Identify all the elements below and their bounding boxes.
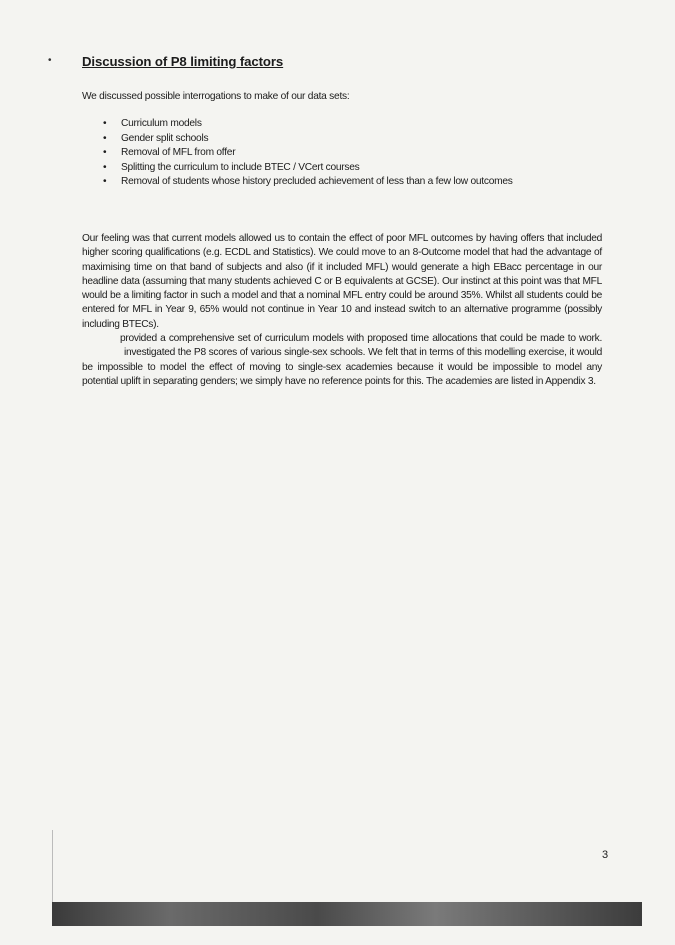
- margin-mark: •: [48, 55, 52, 66]
- list-item: • Curriculum models: [103, 117, 603, 132]
- paragraph-2-part-2: investigated the P8 scores of various single-sex schools. We felt that in terms of this modelling exercise, it would be impossible to model the effect of moving to single-sex academies because it would be impossible to model any potential uplift in separating genders; we simply have no reference points for this. The academies are listed in Appendix 3.: [82, 347, 602, 387]
- body-text: [82, 232, 602, 389]
- list-item: • Gender split schools: [103, 132, 603, 147]
- bullet-icon: •: [103, 147, 107, 158]
- intro-text: We discussed possible interrogations to make of our data sets:: [82, 91, 350, 102]
- bullet-icon: •: [103, 176, 107, 187]
- section-heading: Discussion of P8 limiting factors: [82, 54, 284, 69]
- bullet-icon: •: [103, 132, 107, 144]
- paragraph-2-part-1: provided a comprehensive set of curriculum models with proposed time allocations that could be made to work.: [120, 333, 602, 345]
- bullet-list: [103, 117, 603, 190]
- scan-shadow-bar: [52, 902, 642, 926]
- list-item: • Removal of MFL from offer: [103, 146, 603, 161]
- list-item: • Removal of students whose history precluded achievement of less than a few low outcomes: [103, 175, 603, 190]
- page-number: 3: [602, 849, 609, 861]
- paragraph-1: Our feeling was that current models allowed us to contain the effect of poor MFL outcomes by having offers that included higher scoring qualifications (e.g. ECDL and Statistics). We could move to an 8-Outcome model that had the advantage of maximising time on that band of subjects and also (if it included MFL) would generate a high EBacc percentage in our headline data (assuming that many students achieved C or B equivalents at GCSE). Our instinct at this point was that MFL would be a limiting factor in such a model and that a nominal MFL entry could be around 35%. Whilst all students could be entered for MFL in Year 9, 65% would not continue in Year 10 and instead switch to an alternative programme (possibly including BTECs).: [82, 233, 602, 330]
- bullet-icon: •: [103, 161, 107, 173]
- list-item: • Splitting the curriculum to include BTEC / VCert courses: [103, 161, 603, 176]
- scan-edge-line: [52, 830, 53, 910]
- bullet-icon: •: [103, 118, 107, 129]
